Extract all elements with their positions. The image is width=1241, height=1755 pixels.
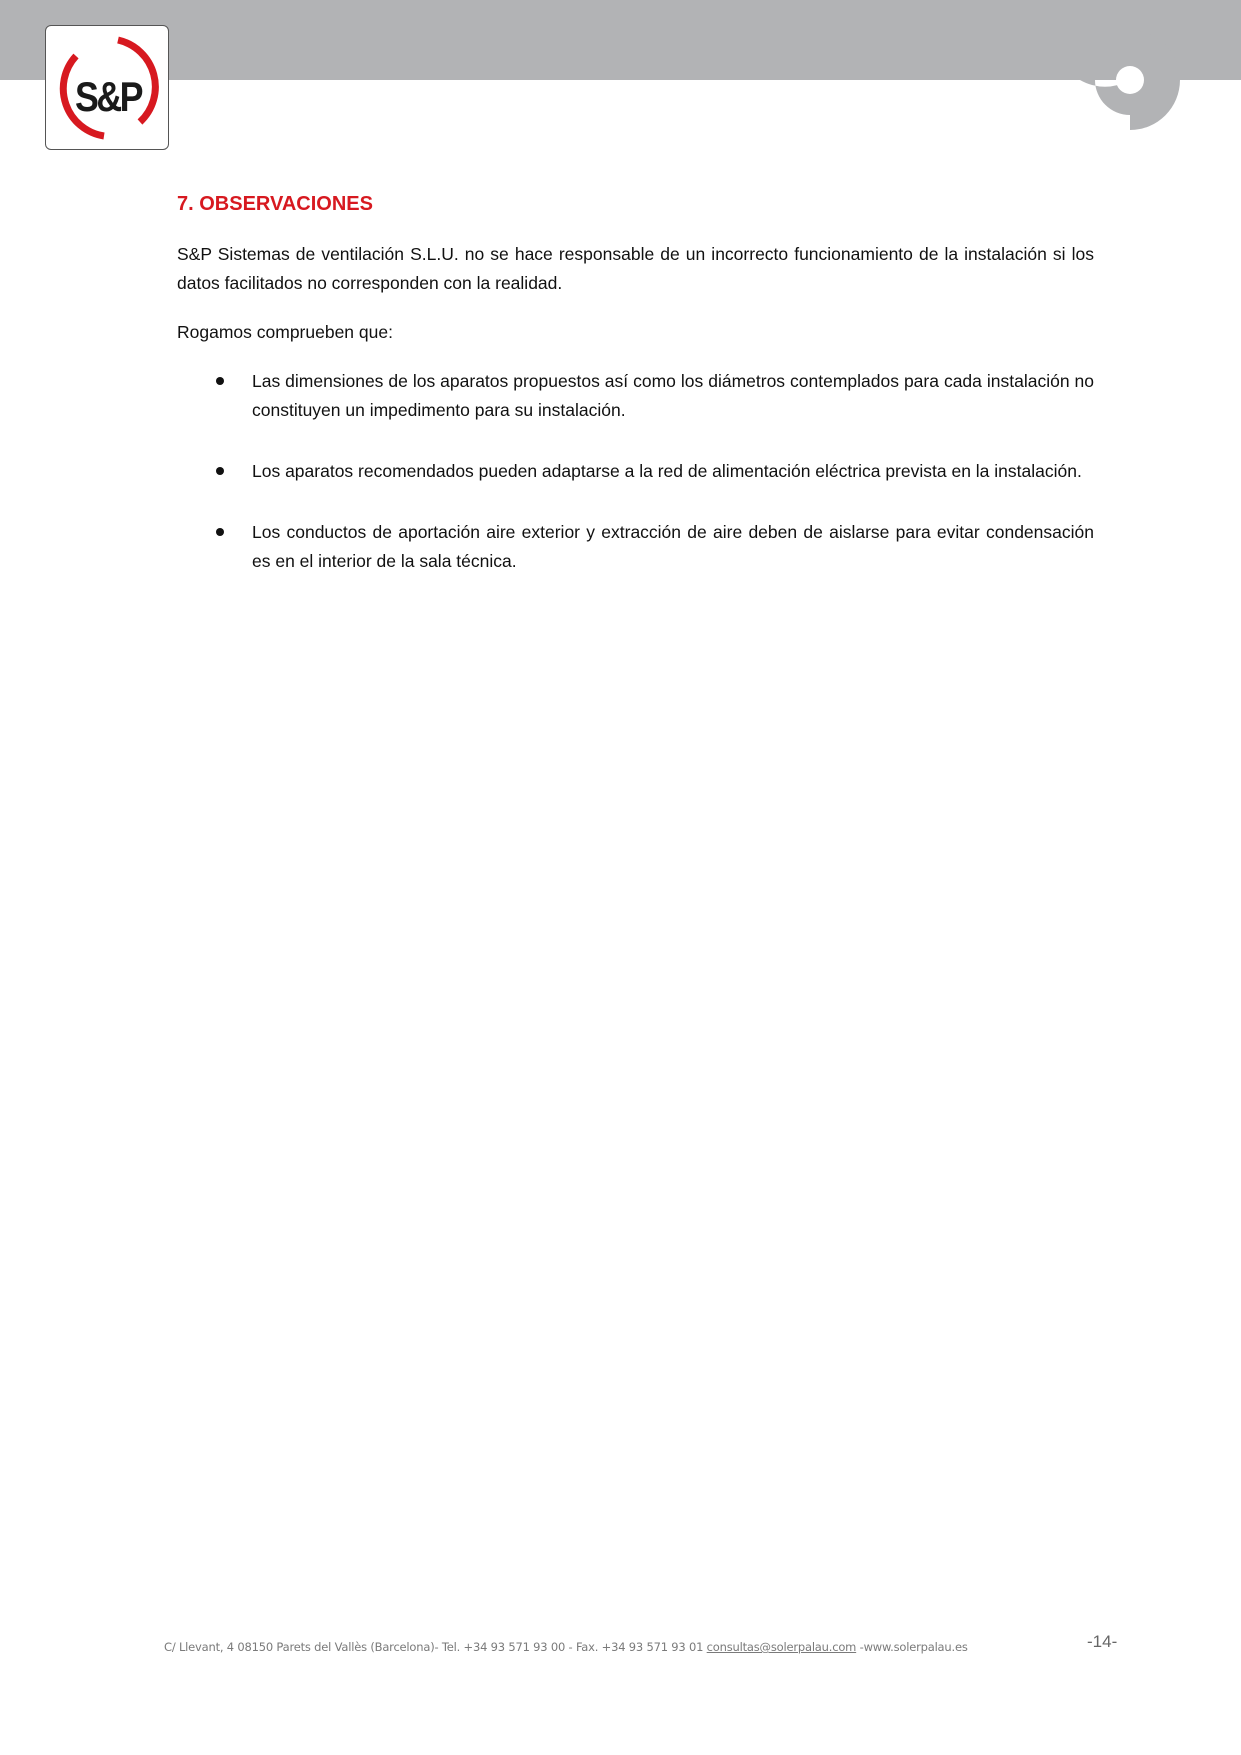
list-item [177, 457, 1094, 486]
company-logo [45, 25, 169, 150]
list-item-text: Los conductos de aportación aire exterior y extracción de aire deben de aislarse para evitar condensación es en el interior de la sala técnica. [252, 522, 1094, 571]
bullet-icon [216, 377, 224, 385]
header-band [0, 0, 1241, 80]
list-item [177, 367, 1094, 425]
list-item-text: Las dimensiones de los aparatos propuestos así como los diámetros contemplados para cada instalación no constituyen un impedimento para su instalación. [252, 371, 1094, 420]
checklist [177, 367, 1094, 576]
footer-contact [164, 1640, 968, 1654]
section-title: 7. OBSERVACIONES [177, 193, 373, 215]
main-content [177, 186, 1094, 608]
decorative-corner-icon [1075, 25, 1185, 135]
disclaimer-paragraph: S&P Sistemas de ventilación S.L.U. no se hace responsable de un incorrecto funcionamiento de la instalación si los datos facilitados no corresponden con la realidad. [177, 244, 1094, 293]
page-number: -14- [1087, 1632, 1118, 1651]
svg-text:S&P: S&P [75, 73, 143, 120]
list-item-text: Los aparatos recomendados pueden adaptarse a la red de alimentación eléctrica prevista en la instalación. [252, 461, 1082, 481]
bullet-icon [216, 467, 224, 475]
bullet-icon [216, 528, 224, 536]
list-item [177, 518, 1094, 576]
sp-logo-icon [46, 26, 170, 151]
intro-paragraph: Rogamos comprueben que: [177, 322, 393, 342]
footer-address: C/ Llevant, 4 08150 Parets del Vallès (Barcelona)- Tel. +34 93 571 93 00 - Fax. +34 93 571 93 01 [164, 1640, 707, 1654]
footer-web: -www.solerpalau.es [856, 1640, 968, 1654]
footer-email-link[interactable]: consultas@solerpalau.com [706, 1640, 857, 1654]
